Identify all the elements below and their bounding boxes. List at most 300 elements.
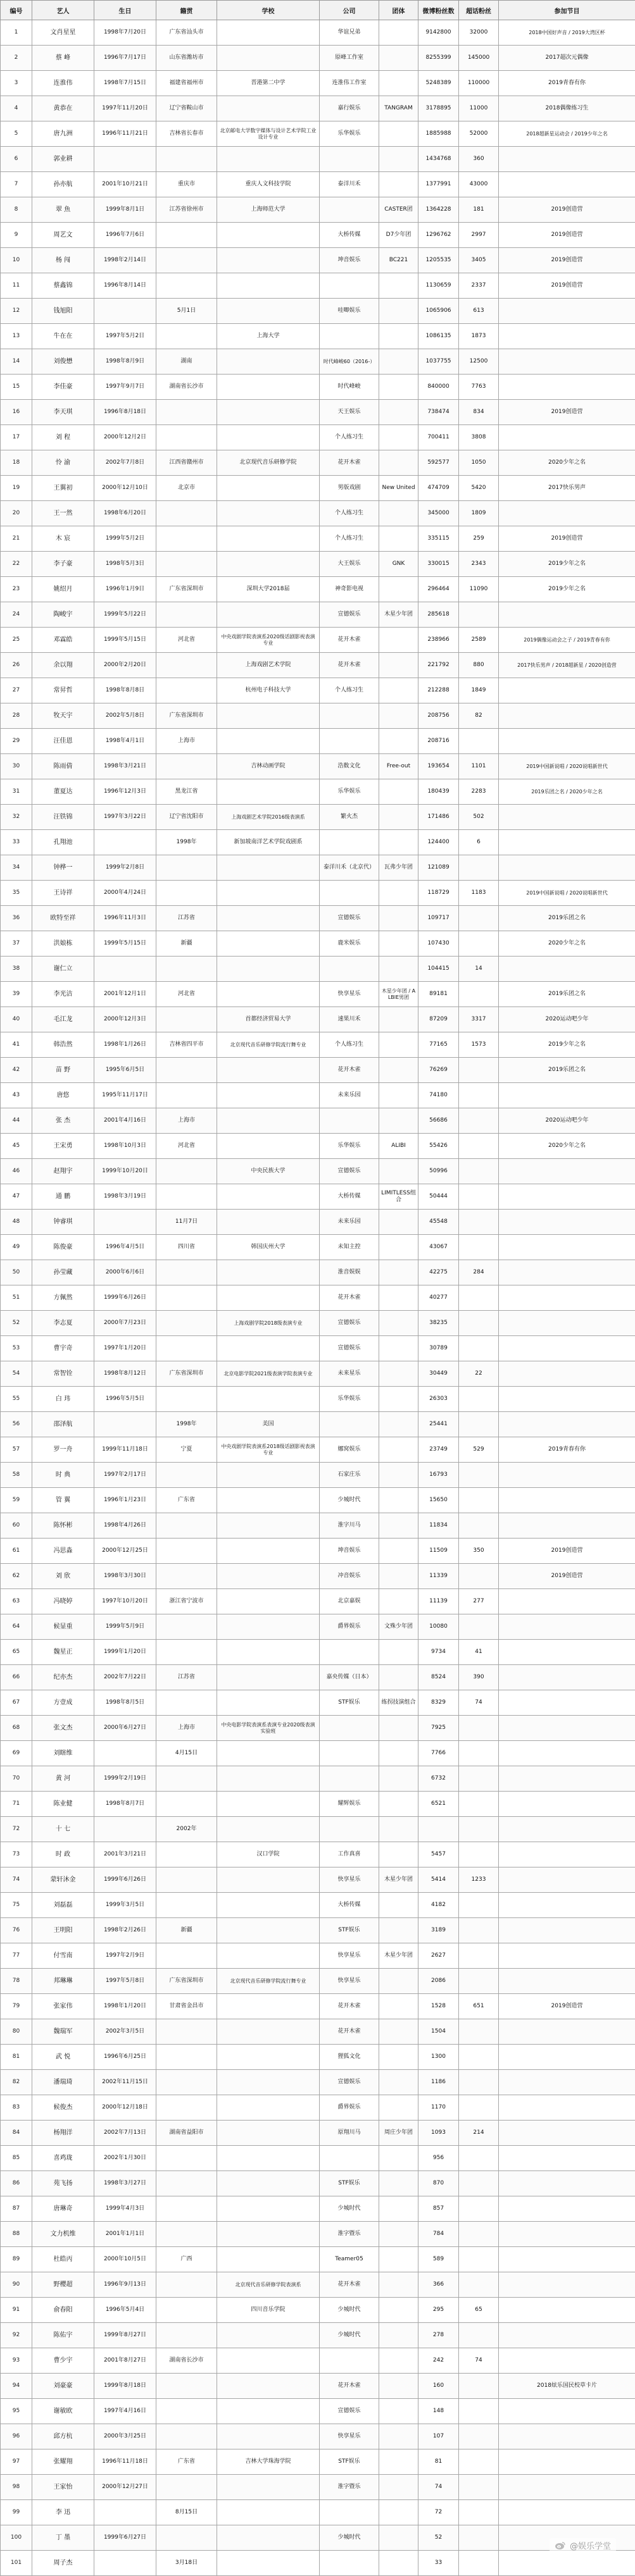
cell-supertopic-fans: 3317	[459, 1007, 499, 1032]
cell-weibo-fans: 107	[418, 2424, 459, 2449]
cell-index: 28	[1, 703, 32, 729]
cell-weibo-fans: 30449	[418, 1361, 459, 1387]
cell-company: 时代峰峻60（2016-）	[320, 349, 379, 375]
cell-weibo-fans: 33	[418, 2551, 459, 2576]
cell-shows: 2018中国好声音 / 2019大湾区杯	[499, 20, 635, 46]
cell-hometown	[156, 2095, 217, 2121]
cell-company: 花开木雀	[320, 450, 379, 476]
cell-weibo-fans: 589	[418, 2247, 459, 2272]
cell-weibo-fans: 121089	[418, 855, 459, 881]
cell-school	[217, 1589, 320, 1614]
cell-index: 97	[1, 2449, 32, 2475]
cell-index: 11	[1, 273, 32, 299]
cell-hometown: 吉林省四平市	[156, 1032, 217, 1058]
cell-birthday: 2000年12月10日	[94, 476, 156, 501]
cell-index: 36	[1, 906, 32, 931]
cell-supertopic-fans	[459, 2171, 499, 2196]
cell-group	[379, 906, 418, 931]
cell-index: 10	[1, 248, 32, 273]
cell-hometown: 广东省深圳市	[156, 703, 217, 729]
cell-supertopic-fans	[459, 2475, 499, 2500]
cell-company	[320, 881, 379, 906]
cell-weibo-fans: 8524	[418, 1665, 459, 1690]
cell-birthday: 1998年3月30日	[94, 1564, 156, 1589]
cell-hometown: 新疆	[156, 1918, 217, 1943]
cell-school	[217, 248, 320, 273]
cell-school: 中央民族大学	[217, 1159, 320, 1184]
cell-shows	[499, 299, 635, 324]
cell-supertopic-fans: 277	[459, 1589, 499, 1614]
cell-shows	[499, 602, 635, 628]
cell-birthday: 2000年3月25日	[94, 2424, 156, 2449]
cell-birthday: 1999年2月8日	[94, 855, 156, 881]
cell-hometown	[156, 2424, 217, 2449]
cell-shows: 2019创造营	[499, 197, 635, 223]
cell-school	[217, 1741, 320, 1766]
header-cell-hometown: 籍贯	[156, 1, 217, 20]
cell-weibo-fans: 330015	[418, 552, 459, 577]
cell-weibo-fans: 16793	[418, 1463, 459, 1488]
cell-index: 85	[1, 2146, 32, 2171]
cell-group	[379, 375, 418, 400]
cell-shows	[499, 172, 635, 197]
table-row	[1, 121, 635, 147]
cell-birthday: 2000年12月3日	[94, 1007, 156, 1032]
cell-index: 73	[1, 1842, 32, 1867]
cell-artist: 王翼初	[32, 476, 94, 501]
cell-school: 首都经济贸易大学	[217, 1007, 320, 1032]
cell-school	[217, 2019, 320, 2045]
cell-weibo-fans: 1186	[418, 2070, 459, 2095]
header-cell-shows: 参加节目	[499, 1, 635, 20]
cell-artist: 刘 欣	[32, 1564, 94, 1589]
cell-company: 乐华娱乐	[320, 1387, 379, 1412]
cell-company: STF娱乐	[320, 1918, 379, 1943]
table-row	[1, 830, 635, 855]
cell-weibo-fans: 11339	[418, 1564, 459, 1589]
cell-company: 淮音娱娱	[320, 1260, 379, 1285]
cell-shows: 2019少年之名	[499, 577, 635, 602]
cell-birthday: 1996年12月3日	[94, 779, 156, 805]
cell-weibo-fans: 38235	[418, 1311, 459, 1336]
cell-birthday	[94, 2551, 156, 2576]
cell-birthday: 1999年8月18日	[94, 2374, 156, 2399]
cell-shows	[499, 1488, 635, 1513]
cell-group	[379, 1412, 418, 1437]
cell-shows	[499, 1614, 635, 1640]
cell-school	[217, 881, 320, 906]
cell-index: 41	[1, 1032, 32, 1058]
cell-school	[217, 552, 320, 577]
cell-index: 54	[1, 1361, 32, 1387]
cell-supertopic-fans: 1873	[459, 324, 499, 349]
cell-school	[217, 2500, 320, 2525]
cell-birthday: 1997年2月9日	[94, 1943, 156, 1969]
cell-shows	[499, 1235, 635, 1260]
cell-supertopic-fans	[459, 1943, 499, 1969]
cell-hometown: 广东省	[156, 2449, 217, 2475]
cell-supertopic-fans	[459, 1716, 499, 1741]
table-row	[1, 577, 635, 602]
header-cell-weibo-fans: 微博粉丝数	[418, 1, 459, 20]
cell-birthday: 1999年8月1日	[94, 197, 156, 223]
cell-group	[379, 2222, 418, 2247]
cell-weibo-fans: 366	[418, 2272, 459, 2298]
cell-group	[379, 450, 418, 476]
cell-artist: 时 典	[32, 1463, 94, 1488]
cell-company: 北京嘉娱	[320, 1589, 379, 1614]
cell-school	[217, 931, 320, 957]
cell-shows: 2018偶像练习生	[499, 96, 635, 121]
cell-company: 速果川禾	[320, 1007, 379, 1032]
cell-company: 连淮伟工作室	[320, 71, 379, 96]
cell-index: 26	[1, 653, 32, 678]
cell-group: CASTER团	[379, 197, 418, 223]
cell-company: 乐华娱乐	[320, 121, 379, 147]
cell-artist: 刘磊磊	[32, 1893, 94, 1918]
cell-artist: 罗一舟	[32, 1437, 94, 1463]
cell-group	[379, 2323, 418, 2348]
cell-company: 个人练习生	[320, 678, 379, 703]
cell-index: 4	[1, 96, 32, 121]
cell-supertopic-fans	[459, 2525, 499, 2551]
cell-school	[217, 602, 320, 628]
cell-group	[379, 2525, 418, 2551]
cell-shows	[499, 2196, 635, 2222]
cell-artist: 钟桦一	[32, 855, 94, 881]
cell-group	[379, 1665, 418, 1690]
table-row	[1, 273, 635, 299]
cell-group	[379, 2045, 418, 2070]
cell-weibo-fans: 160	[418, 2374, 459, 2399]
cell-artist: 丁 墨	[32, 2525, 94, 2551]
cell-school	[217, 982, 320, 1007]
cell-shows: 2018超新星运动会 / 2019少年之名	[499, 121, 635, 147]
cell-company: 坤音娱乐	[320, 1539, 379, 1564]
cell-artist: 喜鸡珑	[32, 2146, 94, 2171]
cell-hometown: 福建省福州市	[156, 71, 217, 96]
cell-shows	[499, 1260, 635, 1285]
cell-birthday: 1999年6月27日	[94, 2525, 156, 2551]
cell-company: 花开木雀	[320, 1285, 379, 1311]
cell-weibo-fans: 171486	[418, 805, 459, 830]
cell-index: 98	[1, 2475, 32, 2500]
cell-school: 汉口学院	[217, 1842, 320, 1867]
cell-artist: 怜 渝	[32, 450, 94, 476]
cell-hometown: 河北省	[156, 628, 217, 653]
cell-school	[217, 1564, 320, 1589]
cell-school	[217, 1463, 320, 1488]
cell-group	[379, 121, 418, 147]
cell-index: 43	[1, 1083, 32, 1108]
cell-weibo-fans: 3178895	[418, 96, 459, 121]
cell-supertopic-fans	[459, 1235, 499, 1260]
cell-artist: 谢敏欧	[32, 2399, 94, 2424]
cell-group	[379, 1032, 418, 1058]
cell-shows: 2020运动吧少年	[499, 1007, 635, 1032]
cell-index: 65	[1, 1640, 32, 1665]
cell-birthday: 1995年11月17日	[94, 1083, 156, 1108]
table-row	[1, 1741, 635, 1766]
cell-index: 62	[1, 1564, 32, 1589]
cell-group	[379, 1463, 418, 1488]
cell-school	[217, 1893, 320, 1918]
cell-company: 爵界娱乐	[320, 1614, 379, 1640]
cell-index: 53	[1, 1336, 32, 1361]
cell-index: 23	[1, 577, 32, 602]
cell-birthday: 1997年9月7日	[94, 375, 156, 400]
cell-artist: 欧特至祥	[32, 906, 94, 931]
cell-birthday: 1997年4月16日	[94, 2399, 156, 2424]
cell-artist: 冯晓婷	[32, 1589, 94, 1614]
cell-shows: 2019创造营	[499, 1564, 635, 1589]
table-row	[1, 703, 635, 729]
cell-index: 55	[1, 1387, 32, 1412]
cell-group	[379, 1564, 418, 1589]
cell-birthday: 1999年6月26日	[94, 1285, 156, 1311]
table-row	[1, 1311, 635, 1336]
cell-school	[217, 1994, 320, 2019]
cell-birthday: 2000年12月25日	[94, 1539, 156, 1564]
cell-company	[320, 324, 379, 349]
cell-shows: 2019青春有你	[499, 1437, 635, 1463]
cell-artist: 常智铨	[32, 1361, 94, 1387]
cell-weibo-fans: 1086135	[418, 324, 459, 349]
cell-artist: 韩浩然	[32, 1032, 94, 1058]
cell-birthday: 1996年7月17日	[94, 46, 156, 71]
cell-group: 瓦弗少年团	[379, 855, 418, 881]
cell-supertopic-fans: 1573	[459, 1032, 499, 1058]
cell-hometown	[156, 2070, 217, 2095]
cell-weibo-fans: 295	[418, 2298, 459, 2323]
cell-birthday: 2000年12月27日	[94, 2475, 156, 2500]
cell-school	[217, 147, 320, 172]
cell-index: 92	[1, 2323, 32, 2348]
cell-supertopic-fans	[459, 1817, 499, 1842]
cell-supertopic-fans: 2589	[459, 628, 499, 653]
cell-supertopic-fans	[459, 2196, 499, 2222]
cell-shows	[499, 2323, 635, 2348]
cell-index: 25	[1, 628, 32, 653]
cell-hometown: 江苏省徐州市	[156, 197, 217, 223]
cell-company: 宣德娱乐	[320, 1311, 379, 1336]
cell-group	[379, 2374, 418, 2399]
cell-company	[320, 2551, 379, 2576]
cell-supertopic-fans	[459, 855, 499, 881]
table-row	[1, 1032, 635, 1058]
cell-birthday: 2002年7月22日	[94, 1665, 156, 1690]
cell-artist: 钟睿琪	[32, 1210, 94, 1235]
cell-artist: 王诗祥	[32, 881, 94, 906]
cell-index: 22	[1, 552, 32, 577]
cell-artist: 蔡鑫锦	[32, 273, 94, 299]
cell-weibo-fans: 1528	[418, 1994, 459, 2019]
cell-weibo-fans: 81	[418, 2449, 459, 2475]
table-row	[1, 729, 635, 754]
cell-artist: 武 悦	[32, 2045, 94, 2070]
cell-birthday: 1999年10月20日	[94, 1159, 156, 1184]
cell-company: 快享星乐	[320, 1943, 379, 1969]
cell-artist: 陈业健	[32, 1792, 94, 1817]
cell-supertopic-fans	[459, 1488, 499, 1513]
cell-school: 北京现代音乐研修学院流行舞专业	[217, 1969, 320, 1994]
cell-hometown: 1998年	[156, 1412, 217, 1437]
cell-index: 63	[1, 1589, 32, 1614]
cell-school	[217, 1513, 320, 1539]
cell-hometown	[156, 1893, 217, 1918]
cell-index: 24	[1, 602, 32, 628]
cell-birthday: 1997年5月8日	[94, 1969, 156, 1994]
cell-shows	[499, 1210, 635, 1235]
cell-group: LIMITLESS组合	[379, 1184, 418, 1210]
cell-supertopic-fans	[459, 1058, 499, 1083]
table-body	[1, 20, 635, 2576]
cell-group	[379, 1210, 418, 1235]
cell-weibo-fans: 9734	[418, 1640, 459, 1665]
cell-supertopic-fans: 259	[459, 526, 499, 552]
cell-artist: 张家伟	[32, 1994, 94, 2019]
cell-company: 淮字暨乐	[320, 2222, 379, 2247]
cell-school	[217, 2196, 320, 2222]
cell-company: 宣德娱乐	[320, 906, 379, 931]
cell-birthday: 2000年6月6日	[94, 1260, 156, 1285]
cell-school	[217, 526, 320, 552]
cell-supertopic-fans: 1183	[459, 881, 499, 906]
cell-school: 上海戏剧艺术学院	[217, 653, 320, 678]
cell-supertopic-fans: 1849	[459, 678, 499, 703]
cell-shows	[499, 957, 635, 982]
cell-index: 17	[1, 425, 32, 450]
cell-artist: 陈佑宇	[32, 2323, 94, 2348]
cell-hometown	[156, 2146, 217, 2171]
cell-shows: 2019中国新说唱 / 2020说唱新世代	[499, 881, 635, 906]
cell-supertopic-fans	[459, 2045, 499, 2070]
cell-school: 上海戏剧艺术学院2016级表演系	[217, 805, 320, 830]
cell-shows	[499, 1766, 635, 1792]
cell-school: 上海大学	[217, 324, 320, 349]
cell-supertopic-fans	[459, 1918, 499, 1943]
cell-company: 鹿米娱乐	[320, 931, 379, 957]
cell-birthday: 1996年8月18日	[94, 400, 156, 425]
cell-shows	[499, 1361, 635, 1387]
cell-artist: 曹宇奇	[32, 1336, 94, 1361]
cell-hometown	[156, 2475, 217, 2500]
cell-hometown	[156, 425, 217, 450]
cell-company	[320, 1741, 379, 1766]
cell-supertopic-fans	[459, 2449, 499, 2475]
cell-company	[320, 957, 379, 982]
cell-artist: 付雪南	[32, 1943, 94, 1969]
cell-hometown: 上海市	[156, 1716, 217, 1741]
cell-artist: 魏星正	[32, 1640, 94, 1665]
table-row	[1, 2171, 635, 2196]
cell-supertopic-fans	[459, 1513, 499, 1539]
cell-supertopic-fans	[459, 1792, 499, 1817]
cell-artist: 候俊杰	[32, 2095, 94, 2121]
cell-index: 33	[1, 830, 32, 855]
cell-weibo-fans: 25441	[418, 1412, 459, 1437]
cell-group	[379, 20, 418, 46]
cell-artist: 连淮伟	[32, 71, 94, 96]
cell-supertopic-fans	[459, 1463, 499, 1488]
cell-supertopic-fans	[459, 931, 499, 957]
cell-school	[217, 1766, 320, 1792]
cell-group	[379, 881, 418, 906]
cell-hometown: 辽宁省鞍山市	[156, 96, 217, 121]
cell-supertopic-fans: 110000	[459, 71, 499, 96]
cell-group	[379, 1842, 418, 1867]
cell-artist: 李 迅	[32, 2500, 94, 2525]
cell-artist: 邓霖皓	[32, 628, 94, 653]
cell-supertopic-fans: 43000	[459, 172, 499, 197]
cell-birthday: 2000年2月20日	[94, 653, 156, 678]
cell-hometown	[156, 1766, 217, 1792]
cell-weibo-fans: 857	[418, 2196, 459, 2222]
cell-hometown	[156, 1614, 217, 1640]
cell-shows	[499, 729, 635, 754]
cell-artist: 李志夏	[32, 1311, 94, 1336]
cell-supertopic-fans: 529	[459, 1437, 499, 1463]
cell-supertopic-fans	[459, 1969, 499, 1994]
cell-birthday: 1998年3月21日	[94, 754, 156, 779]
cell-group	[379, 1792, 418, 1817]
cell-birthday: 1996年11月18日	[94, 2449, 156, 2475]
cell-company: 个人练习生	[320, 501, 379, 526]
table-row	[1, 450, 635, 476]
cell-company: 大桥传媒	[320, 1184, 379, 1210]
cell-group	[379, 324, 418, 349]
cell-school	[217, 957, 320, 982]
cell-group: New United	[379, 476, 418, 501]
weibo-logo-icon	[555, 2541, 566, 2550]
cell-group	[379, 703, 418, 729]
cell-weibo-fans: 40277	[418, 1285, 459, 1311]
cell-school	[217, 1690, 320, 1716]
cell-hometown: 河北省	[156, 982, 217, 1007]
table-row	[1, 1640, 635, 1665]
cell-group	[379, 1513, 418, 1539]
cell-index: 13	[1, 324, 32, 349]
cell-index: 44	[1, 1108, 32, 1134]
cell-weibo-fans: 76269	[418, 1058, 459, 1083]
cell-shows	[499, 1918, 635, 1943]
cell-index: 80	[1, 2019, 32, 2045]
cell-group	[379, 147, 418, 172]
cell-artist: 通 鹏	[32, 1184, 94, 1210]
table-row	[1, 1867, 635, 1893]
cell-index: 70	[1, 1766, 32, 1792]
cell-school	[217, 2045, 320, 2070]
cell-company: 花开木雀	[320, 628, 379, 653]
cell-supertopic-fans	[459, 2019, 499, 2045]
cell-artist: 孙亦航	[32, 172, 94, 197]
cell-shows	[499, 2121, 635, 2146]
cell-company	[320, 1817, 379, 1842]
cell-company: 快享星乐	[320, 1969, 379, 1994]
cell-shows	[499, 501, 635, 526]
cell-weibo-fans: 74	[418, 2475, 459, 2500]
cell-index: 35	[1, 881, 32, 906]
cell-weibo-fans: 1885988	[418, 121, 459, 147]
cell-shows	[499, 2019, 635, 2045]
cell-group	[379, 2247, 418, 2272]
cell-supertopic-fans: 12500	[459, 349, 499, 375]
cell-group	[379, 1083, 418, 1108]
cell-artist: 木 宸	[32, 526, 94, 552]
cell-school: 北京邮电大学数字媒体与设计艺术学院工业设计专业	[217, 121, 320, 147]
cell-weibo-fans: 193654	[418, 754, 459, 779]
cell-birthday: 2001年3月21日	[94, 1842, 156, 1867]
